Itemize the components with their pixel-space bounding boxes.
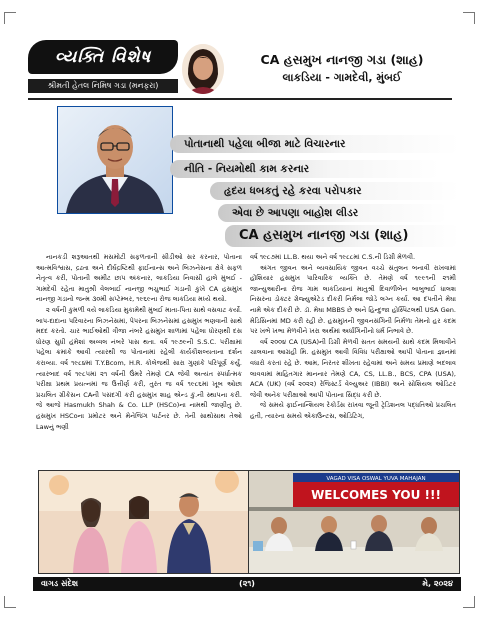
- crop-mark-top-right: [463, 12, 475, 24]
- paragraph: જે સમયે ફાઈનાન્શિયલ રેકોર્ડસ રાખવા જૂની ટ્રેડિશનલ પદ્ધતિઓ પ્રચલિત હતી, ત્યારના સમયે એકાઉન્ટસ, ઓડિટિંગ,: [250, 401, 456, 420]
- banner-line-1: પોતાનાથી પહેલા બીજા માટે વિચારનાર: [170, 135, 460, 153]
- page-footer: [33, 577, 461, 591]
- event-banner-welcome: WELCOMES YOU !!!: [311, 488, 441, 502]
- article-column-2: [250, 252, 456, 466]
- paragraph: વર્ષ ૧૯૮૭માં LL.B. થયા અને વર્ષ ૧૯૮૮માં C.S.ની ડિગ્રી મેળવી.: [250, 253, 416, 261]
- event-photo: [248, 470, 460, 574]
- banner-line-2: નીતિ - નિયમોથી કામ કરનાર: [170, 160, 440, 178]
- article-heading: [228, 52, 456, 85]
- divider: [28, 98, 452, 100]
- subject-name: CA હસમુખ નાનજી ગડા (શાહ): [260, 52, 424, 67]
- banner-line-5: CA હસમુખ નાનજી ગડા (શાહ): [225, 225, 460, 247]
- family-photo: [38, 470, 250, 574]
- crop-mark-top-left: [4, 12, 16, 24]
- paragraph: નાનકડી શરૂઆતથી મસમોટી સફળતાની સીડીઓ સર કરનાર, પોતાના આત્મવિશ્વાસ, દ્રઢતા અને દીર્ઘદ્રષ્ટિથી ફાઈનાન્સ અને બિઝનેસના ક્ષેત્રે સફળ નેતૃત્વ કરી, પોતાની અમીટ છાપ અંકનાર, લાકડિયા નિવાસી હાલે મુંબઈ - ગામદેવી રહેતા માતુશ્રી વેલબાઈ નાનજી ભચુભાઈ ગડાની કુખે CA હસમુખ નાનજી ગડાનો જન્મ ૩૦મી સપ્ટેમ્બર, ૧૯૬૯ના રોજ લાકડિયા મધ્યે થયો.: [36, 253, 242, 304]
- paragraph: ૨ વર્ષની કુમળી વયે લાકડિયા મુકામેથી મુંબઈ માતા-પિતા સાથે વસવાટ કર્યો. બાપ-દાદાના પરિવારના બિઝનેસમાં, પેપરના બિઝનેસમાં હસમુખ ભણવાની સાથે મદદ કરતો. ચાર ભાઈઓથી ત્રીજા નંબરે હસમુખ શાળામાં પહેલા ધોરણથી દસ ધોરણ સુધી હંમેશાં અવ્વલ નંબરે પાસ થતા. વર્ષ ૧૯૭૯ની S.S.C. પરીક્ષામાં પહેલા ક્રમાંકે આવી ત્યારથી જ પોતાનામાં રહેલી કાર્યકૌશલ્યતાના દર્શન કરાવ્યા. વર્ષ ૧૯૮૪માં T.Y.Bcom, H.R. કોલેજથી સારા ગુણાંકે પરિપૂર્ણ કર્યું. ત્યારબાદ વર્ષ ૧૯૮૫માં ૨૧ વર્ષની ઉંમરે તેમણે CA જેવી અત્યંત સ્પર્ધાત્મક પરીક્ષા પ્રથમ પ્રયત્નમાં જ ઉત્તીર્ણ કરી, તુરંત જ વર્ષ ૧૯૮૬માં ખૂબ ઓછા પ્રચલિત ગ્રીકેસન CAની પસંદગી કરી હસમુખ શાહ એન્ડ કું.ની સ્થાપના કરી. જે આજે Hasmukh Shah & Co. LLP (HSCo)ના નામથી જાણીતુ છે. હસમુખ HSCoના પ્રમોટર અને મેનેજિંગ પાર્ટનર છે. તેની સાથોસાથ તેઓ Lawનું ભણી: [36, 305, 242, 431]
- banner-line-3: હૃદય ધબકતું રહે કરવા પરોપકાર: [210, 182, 460, 200]
- publication-name: વાગડ સંદેશ: [41, 579, 79, 588]
- subject-place: લાકડિયા - ગામદેવી, મુંબઈ: [282, 71, 402, 84]
- paragraph: વર્ષ ૨૦૦૪ CA (USA)ની ડિગ્રી મેળવી સતત સમયની સાથે કદમ મિલાવીને ચાલવાના આગ્રહી મિ. હસમુખ આવી વિવિધ પરીક્ષાઓ આપી પોતાના જ્ઞાનમાં વધારો કરતાં રહે છે. આમ, નિરંતર શીખતા રહેવામાં અને સમય પ્રમાણે બદલાવ લાવવામાં માહિતગાર માનનાર તેમણે CA, CS, LL.B., BCS, CPA (USA), ACA (UK) (વર્ષ ૨૦૨૨) રેજિસ્ટર્ડ વેલ્યુઅર (IBBI) અને સોશિયલ ઓડિટર જેવી અનેક પરીક્ષાઓ આપી પોતાના સિદ્ધ કરી છે.: [250, 337, 456, 399]
- article-column-1: [36, 252, 242, 466]
- crop-mark-bottom-left: [4, 596, 16, 608]
- author-credit: શ્રીમતી હેતલ નિમિષ ગડા (મનફરા): [28, 79, 178, 93]
- crop-mark-bottom-right: [463, 596, 475, 608]
- author-photo: [182, 44, 224, 94]
- section-badge: [28, 40, 178, 74]
- banner-line-4: એવા છે આપણા બાહોશ લીડર: [218, 204, 448, 222]
- subject-portrait: [57, 106, 173, 214]
- event-banner-top: VAGAD VISA OSWAL YUVA MAHAJAN: [326, 476, 426, 482]
- page-number: (૨૧): [239, 579, 255, 588]
- paragraph: અંગત જીવન અને વ્યવસાયિક જીવન વચ્ચે સંતુલન બનાવી રાખવામાં હોંશિયાર હસમુખ પારિવારિક વ્યક્તિ છે. તેમણે વર્ષ ૧૯૯૧ની ૨૧મી જાન્યુઆરીના રોજ ગામ લાકડિયાનાં માતુશ્રી દિવાળીબેન બાબુભાઈ ધાલશ નિસરના ડોક્ટર ગ્રેજ્યુએટેડ દીકરી નિર્મલા જોડે લગ્ન કર્યા. આ દંપતીને મેઘા નામે એક દીકરી છે. ડૉ. મેઘા MBBS છે અને હિન્દુજા હોસ્પિટલથી USA Gen. મેડિસિનમાં MD કરી રહી છે. હસમુખની જીવનસંગિની નિર્મળા તેમનો હર કદમ પર ખભે ખભા મેળવીને ખરા અર્થમાં અર્ધાંગિનીનો ધર્મ નિભાવે છે.: [250, 263, 456, 336]
- issue-date: મે, ૨૦૨૪: [422, 579, 453, 588]
- section-title: વ્યક્તિ વિશેષ: [54, 47, 152, 67]
